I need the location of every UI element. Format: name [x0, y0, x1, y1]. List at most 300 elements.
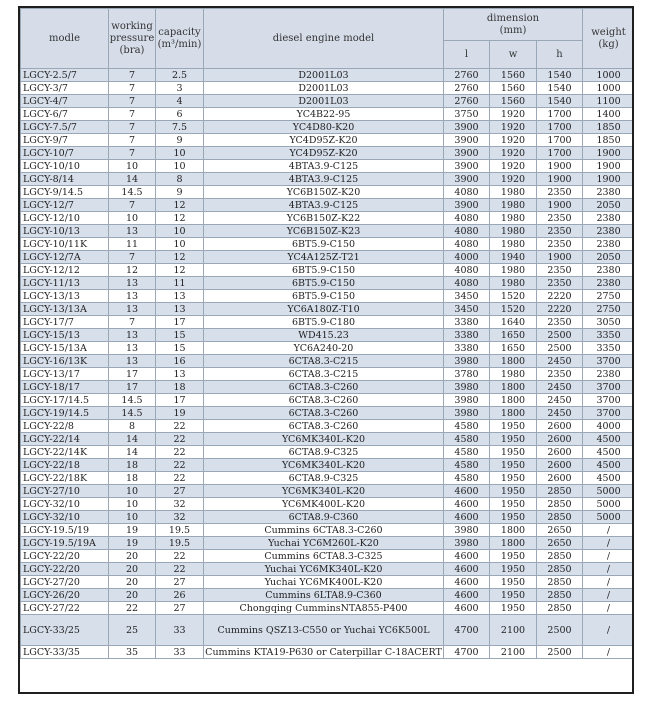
cell-weight: 3700 — [583, 394, 634, 407]
cell-engine-model: Cummins 6CTA8.3-C325 — [204, 550, 444, 563]
cell-capacity: 10 — [156, 147, 204, 160]
cell-model: LGCY-15/13 — [21, 329, 109, 342]
cell-engine-model: YC6MK340L-K20 — [204, 485, 444, 498]
cell-working-pressure: 14.5 — [109, 407, 156, 420]
cell-dim-w: 1980 — [490, 199, 537, 212]
cell-working-pressure: 10 — [109, 485, 156, 498]
cell-dim-l: 4600 — [444, 576, 490, 589]
cell-capacity: 12 — [156, 264, 204, 277]
cell-working-pressure: 18 — [109, 459, 156, 472]
cell-dim-h: 1900 — [537, 173, 583, 186]
cell-weight: 1900 — [583, 147, 634, 160]
cell-working-pressure: 7 — [109, 147, 156, 160]
cell-dim-l: 4580 — [444, 459, 490, 472]
cell-dim-h: 1900 — [537, 199, 583, 212]
cell-capacity: 16 — [156, 355, 204, 368]
cell-capacity: 11 — [156, 277, 204, 290]
cell-engine-model: Cummins 6LTA8.9-C360 — [204, 589, 444, 602]
cell-dim-w: 1950 — [490, 459, 537, 472]
cell-dim-w: 1800 — [490, 524, 537, 537]
cell-working-pressure: 7 — [109, 316, 156, 329]
cell-dim-w: 1920 — [490, 160, 537, 173]
cell-working-pressure: 13 — [109, 342, 156, 355]
cell-weight: 3700 — [583, 355, 634, 368]
cell-capacity: 17 — [156, 394, 204, 407]
cell-weight: 2380 — [583, 238, 634, 251]
cell-model: LGCY-32/10 — [21, 511, 109, 524]
cell-dim-w: 1950 — [490, 576, 537, 589]
cell-dim-w: 1950 — [490, 589, 537, 602]
cell-engine-model: 4BTA3.9-C125 — [204, 199, 444, 212]
cell-dim-h: 2450 — [537, 407, 583, 420]
cell-engine-model: 6CTA8.3-C215 — [204, 368, 444, 381]
cell-model: LGCY-27/20 — [21, 576, 109, 589]
cell-capacity: 12 — [156, 212, 204, 225]
cell-engine-model: YC6MK400L-K20 — [204, 498, 444, 511]
cell-weight: 2380 — [583, 368, 634, 381]
cell-dim-l: 3980 — [444, 394, 490, 407]
cell-dim-l: 4580 — [444, 433, 490, 446]
cell-weight: 3350 — [583, 342, 634, 355]
table-row — [21, 173, 635, 186]
cell-model: LGCY-19.5/19A — [21, 537, 109, 550]
cell-capacity: 22 — [156, 433, 204, 446]
table-row — [21, 550, 635, 563]
header-weight: weight (kg) — [583, 9, 634, 69]
cell-engine-model: YC4B22-95 — [204, 108, 444, 121]
cell-engine-model: Chongqing CumminsNTA855-P400 — [204, 602, 444, 615]
cell-weight: / — [583, 646, 634, 659]
cell-weight: 2050 — [583, 251, 634, 264]
cell-capacity: 22 — [156, 459, 204, 472]
cell-dim-h: 2500 — [537, 329, 583, 342]
cell-dim-l: 3900 — [444, 160, 490, 173]
cell-dim-w: 1950 — [490, 472, 537, 485]
cell-dim-l: 4080 — [444, 186, 490, 199]
cell-model: LGCY-10/10 — [21, 160, 109, 173]
cell-weight: / — [583, 537, 634, 550]
cell-dim-h: 2850 — [537, 498, 583, 511]
cell-dim-w: 1920 — [490, 147, 537, 160]
cell-capacity: 9 — [156, 186, 204, 199]
cell-dim-h: 2500 — [537, 342, 583, 355]
table-row — [21, 394, 635, 407]
cell-model: LGCY-22/18 — [21, 459, 109, 472]
cell-model: LGCY-22/14K — [21, 446, 109, 459]
cell-dim-l: 4080 — [444, 225, 490, 238]
cell-capacity: 3 — [156, 82, 204, 95]
cell-working-pressure: 10 — [109, 498, 156, 511]
cell-model: LGCY-10/13 — [21, 225, 109, 238]
cell-engine-model: Yuchai YC6MK400L-K20 — [204, 576, 444, 589]
cell-capacity: 27 — [156, 576, 204, 589]
cell-dim-h: 1700 — [537, 121, 583, 134]
cell-model: LGCY-17/14.5 — [21, 394, 109, 407]
cell-dim-h: 2850 — [537, 576, 583, 589]
cell-model: LGCY-4/7 — [21, 95, 109, 108]
cell-model: LGCY-33/25 — [21, 615, 109, 646]
table-row — [21, 186, 635, 199]
header-dim-w: w — [490, 41, 537, 69]
cell-dim-l: 4580 — [444, 446, 490, 459]
cell-working-pressure: 10 — [109, 511, 156, 524]
cell-model: LGCY-22/14 — [21, 433, 109, 446]
cell-weight: 1900 — [583, 160, 634, 173]
compressor-spec-table — [20, 8, 634, 659]
cell-engine-model: 6CTA8.3-C260 — [204, 381, 444, 394]
cell-dim-w: 1920 — [490, 134, 537, 147]
cell-engine-model: 6BT5.9-C150 — [204, 290, 444, 303]
cell-capacity: 22 — [156, 446, 204, 459]
cell-weight: 1000 — [583, 82, 634, 95]
cell-weight: 1400 — [583, 108, 634, 121]
cell-model: LGCY-26/20 — [21, 589, 109, 602]
cell-dim-h: 2450 — [537, 394, 583, 407]
cell-model: LGCY-10/7 — [21, 147, 109, 160]
table-row — [21, 433, 635, 446]
cell-weight: 2750 — [583, 290, 634, 303]
cell-capacity: 19.5 — [156, 524, 204, 537]
cell-dim-l: 2760 — [444, 69, 490, 82]
cell-working-pressure: 7 — [109, 251, 156, 264]
cell-dim-w: 1950 — [490, 433, 537, 446]
cell-engine-model: YC4D80-K20 — [204, 121, 444, 134]
cell-working-pressure: 18 — [109, 472, 156, 485]
cell-dim-w: 1920 — [490, 173, 537, 186]
table-row — [21, 82, 635, 95]
cell-working-pressure: 7 — [109, 82, 156, 95]
cell-engine-model: 6CTA8.9-C325 — [204, 472, 444, 485]
cell-working-pressure: 19 — [109, 524, 156, 537]
cell-dim-w: 1800 — [490, 381, 537, 394]
cell-capacity: 15 — [156, 342, 204, 355]
cell-model: LGCY-7.5/7 — [21, 121, 109, 134]
cell-capacity: 19 — [156, 407, 204, 420]
cell-model: LGCY-2.5/7 — [21, 69, 109, 82]
cell-model: LGCY-16/13K — [21, 355, 109, 368]
cell-dim-w: 1520 — [490, 303, 537, 316]
cell-capacity: 2.5 — [156, 69, 204, 82]
table-row — [21, 342, 635, 355]
cell-dim-h: 2600 — [537, 472, 583, 485]
cell-model: LGCY-22/18K — [21, 472, 109, 485]
cell-model: LGCY-11/13 — [21, 277, 109, 290]
cell-working-pressure: 7 — [109, 199, 156, 212]
cell-engine-model: 6CTA8.3-C215 — [204, 355, 444, 368]
table-row — [21, 147, 635, 160]
cell-dim-w: 1800 — [490, 537, 537, 550]
cell-dim-l: 3900 — [444, 199, 490, 212]
table-row — [21, 329, 635, 342]
table-row — [21, 212, 635, 225]
cell-dim-w: 1940 — [490, 251, 537, 264]
cell-weight: 4000 — [583, 420, 634, 433]
table-row — [21, 277, 635, 290]
cell-model: LGCY-12/12 — [21, 264, 109, 277]
cell-engine-model: WD415.23 — [204, 329, 444, 342]
cell-dim-w: 1980 — [490, 264, 537, 277]
cell-dim-w: 1560 — [490, 69, 537, 82]
table-body — [21, 69, 635, 659]
cell-weight: 2380 — [583, 212, 634, 225]
table-row — [21, 407, 635, 420]
cell-dim-h: 2650 — [537, 524, 583, 537]
header-dim-l: l — [444, 41, 490, 69]
table-row — [21, 160, 635, 173]
cell-weight: / — [583, 615, 634, 646]
cell-dim-l: 3380 — [444, 329, 490, 342]
cell-working-pressure: 13 — [109, 225, 156, 238]
cell-capacity: 13 — [156, 303, 204, 316]
cell-working-pressure: 14 — [109, 446, 156, 459]
table-row — [21, 589, 635, 602]
cell-model: LGCY-27/22 — [21, 602, 109, 615]
cell-dim-l: 4080 — [444, 264, 490, 277]
table-row — [21, 511, 635, 524]
cell-engine-model: YC6MK340L-K20 — [204, 433, 444, 446]
cell-dim-h: 2350 — [537, 186, 583, 199]
cell-working-pressure: 20 — [109, 550, 156, 563]
cell-capacity: 33 — [156, 646, 204, 659]
cell-weight: 3050 — [583, 316, 634, 329]
cell-dim-w: 1650 — [490, 329, 537, 342]
cell-capacity: 10 — [156, 238, 204, 251]
cell-capacity: 22 — [156, 420, 204, 433]
cell-dim-l: 4600 — [444, 485, 490, 498]
cell-capacity: 32 — [156, 511, 204, 524]
cell-capacity: 4 — [156, 95, 204, 108]
cell-dim-w: 1950 — [490, 498, 537, 511]
cell-model: LGCY-12/10 — [21, 212, 109, 225]
cell-model: LGCY-12/7 — [21, 199, 109, 212]
cell-engine-model: Cummins 6CTA8.3-C260 — [204, 524, 444, 537]
header-capacity: capacity (m³/min) — [156, 9, 204, 69]
cell-weight: 4500 — [583, 472, 634, 485]
cell-weight: 1850 — [583, 134, 634, 147]
cell-dim-h: 2850 — [537, 602, 583, 615]
table-row — [21, 485, 635, 498]
cell-engine-model: 6BT5.9-C180 — [204, 316, 444, 329]
cell-capacity: 27 — [156, 485, 204, 498]
cell-dim-l: 4700 — [444, 646, 490, 659]
cell-capacity: 32 — [156, 498, 204, 511]
cell-dim-w: 1560 — [490, 95, 537, 108]
cell-working-pressure: 11 — [109, 238, 156, 251]
cell-dim-w: 1950 — [490, 446, 537, 459]
table-row — [21, 563, 635, 576]
header-dim-h: h — [537, 41, 583, 69]
cell-dim-l: 3900 — [444, 134, 490, 147]
cell-model: LGCY-17/7 — [21, 316, 109, 329]
cell-weight: 2750 — [583, 303, 634, 316]
cell-dim-l: 3750 — [444, 108, 490, 121]
cell-working-pressure: 13 — [109, 355, 156, 368]
cell-dim-l: 3450 — [444, 303, 490, 316]
cell-engine-model: D2001L03 — [204, 95, 444, 108]
cell-weight: 2050 — [583, 199, 634, 212]
cell-capacity: 10 — [156, 160, 204, 173]
table-row — [21, 199, 635, 212]
cell-capacity: 9 — [156, 134, 204, 147]
cell-working-pressure: 14.5 — [109, 186, 156, 199]
cell-working-pressure: 20 — [109, 589, 156, 602]
cell-engine-model: YC6MK340L-K20 — [204, 459, 444, 472]
table-row — [21, 537, 635, 550]
cell-working-pressure: 13 — [109, 329, 156, 342]
cell-dim-w: 1980 — [490, 212, 537, 225]
cell-dim-h: 2450 — [537, 355, 583, 368]
cell-working-pressure: 35 — [109, 646, 156, 659]
cell-engine-model: D2001L03 — [204, 82, 444, 95]
cell-dim-l: 4600 — [444, 589, 490, 602]
cell-capacity: 8 — [156, 173, 204, 186]
cell-weight: 4500 — [583, 459, 634, 472]
cell-working-pressure: 12 — [109, 264, 156, 277]
cell-dim-h: 1540 — [537, 69, 583, 82]
cell-dim-l: 4600 — [444, 550, 490, 563]
cell-working-pressure: 14.5 — [109, 394, 156, 407]
cell-dim-h: 2600 — [537, 433, 583, 446]
cell-dim-w: 2100 — [490, 646, 537, 659]
cell-working-pressure: 10 — [109, 160, 156, 173]
cell-dim-l: 4600 — [444, 511, 490, 524]
cell-model: LGCY-22/20 — [21, 550, 109, 563]
cell-capacity: 33 — [156, 615, 204, 646]
cell-working-pressure: 22 — [109, 602, 156, 615]
cell-model: LGCY-27/10 — [21, 485, 109, 498]
cell-weight: 3700 — [583, 407, 634, 420]
cell-capacity: 10 — [156, 225, 204, 238]
cell-model: LGCY-22/20 — [21, 563, 109, 576]
cell-weight: 2380 — [583, 277, 634, 290]
cell-model: LGCY-9/14.5 — [21, 186, 109, 199]
cell-engine-model: YC6A240-20 — [204, 342, 444, 355]
header-model: modle — [21, 9, 109, 69]
cell-working-pressure: 13 — [109, 290, 156, 303]
cell-model: LGCY-19.5/19 — [21, 524, 109, 537]
cell-capacity: 22 — [156, 550, 204, 563]
cell-dim-w: 1950 — [490, 420, 537, 433]
cell-dim-l: 3980 — [444, 537, 490, 550]
cell-dim-h: 2850 — [537, 563, 583, 576]
cell-working-pressure: 7 — [109, 121, 156, 134]
table-row — [21, 472, 635, 485]
cell-model: LGCY-15/13A — [21, 342, 109, 355]
cell-dim-h: 1900 — [537, 251, 583, 264]
cell-capacity: 13 — [156, 368, 204, 381]
cell-engine-model: Yuchai YC6M260L-K20 — [204, 537, 444, 550]
cell-dim-l: 4600 — [444, 563, 490, 576]
cell-capacity: 13 — [156, 290, 204, 303]
cell-engine-model: YC4D95Z-K20 — [204, 134, 444, 147]
table-row — [21, 251, 635, 264]
cell-weight: 5000 — [583, 485, 634, 498]
table-row — [21, 108, 635, 121]
cell-engine-model: 6BT5.9-C150 — [204, 238, 444, 251]
cell-weight: / — [583, 602, 634, 615]
cell-capacity: 17 — [156, 316, 204, 329]
cell-engine-model: D2001L03 — [204, 69, 444, 82]
cell-dim-l: 4580 — [444, 420, 490, 433]
cell-dim-w: 1980 — [490, 368, 537, 381]
cell-weight: 1850 — [583, 121, 634, 134]
cell-weight: 2380 — [583, 186, 634, 199]
cell-dim-l: 4000 — [444, 251, 490, 264]
cell-dim-l: 3900 — [444, 173, 490, 186]
cell-dim-l: 2760 — [444, 82, 490, 95]
header-working-pressure: working pressure (bra) — [109, 9, 156, 69]
cell-capacity: 22 — [156, 563, 204, 576]
cell-capacity: 12 — [156, 251, 204, 264]
cell-dim-h: 2600 — [537, 446, 583, 459]
cell-dim-h: 2850 — [537, 511, 583, 524]
cell-engine-model: Yuchai YC6MK340L-K20 — [204, 563, 444, 576]
table-row — [21, 264, 635, 277]
table-row — [21, 524, 635, 537]
cell-working-pressure: 14 — [109, 433, 156, 446]
cell-capacity: 27 — [156, 602, 204, 615]
cell-model: LGCY-18/17 — [21, 381, 109, 394]
cell-dim-w: 1950 — [490, 563, 537, 576]
header-dimension: dimension (mm) — [444, 9, 583, 41]
cell-model: LGCY-13/13A — [21, 303, 109, 316]
cell-dim-w: 1920 — [490, 121, 537, 134]
cell-engine-model: YC4D95Z-K20 — [204, 147, 444, 160]
cell-engine-model: 6BT5.9-C150 — [204, 277, 444, 290]
cell-engine-model: YC6B150Z-K22 — [204, 212, 444, 225]
cell-dim-h: 2650 — [537, 537, 583, 550]
cell-working-pressure: 8 — [109, 420, 156, 433]
cell-working-pressure: 7 — [109, 69, 156, 82]
cell-capacity: 18 — [156, 381, 204, 394]
cell-engine-model: Cummins QSZ13-C550 or Yuchai YC6K500L — [204, 615, 444, 646]
cell-weight: / — [583, 576, 634, 589]
cell-dim-w: 1920 — [490, 108, 537, 121]
cell-dim-h: 1540 — [537, 95, 583, 108]
cell-weight: 5000 — [583, 498, 634, 511]
table-row — [21, 368, 635, 381]
table-row — [21, 446, 635, 459]
table-row — [21, 225, 635, 238]
table-header — [21, 9, 635, 69]
cell-dim-l: 3900 — [444, 147, 490, 160]
cell-dim-h: 1700 — [537, 108, 583, 121]
table-row — [21, 121, 635, 134]
cell-dim-w: 1980 — [490, 277, 537, 290]
table-row — [21, 95, 635, 108]
cell-dim-l: 3980 — [444, 524, 490, 537]
cell-dim-h: 2500 — [537, 615, 583, 646]
table-row — [21, 303, 635, 316]
cell-working-pressure: 7 — [109, 108, 156, 121]
cell-dim-w: 1980 — [490, 238, 537, 251]
cell-dim-w: 1800 — [490, 407, 537, 420]
cell-weight: 3700 — [583, 381, 634, 394]
cell-model: LGCY-12/7A — [21, 251, 109, 264]
cell-weight: 1100 — [583, 95, 634, 108]
cell-dim-h: 2350 — [537, 277, 583, 290]
cell-engine-model: Cummins KTA19-P630 or Caterpillar C-18ACERT — [205, 646, 442, 658]
cell-dim-l: 3380 — [444, 316, 490, 329]
cell-engine-model: YC6B150Z-K20 — [204, 186, 444, 199]
cell-engine-model: YC6A180Z-T10 — [204, 303, 444, 316]
cell-dim-l: 3980 — [444, 381, 490, 394]
cell-engine-model: YC6B150Z-K23 — [204, 225, 444, 238]
cell-dim-l: 3380 — [444, 342, 490, 355]
cell-model: LGCY-13/17 — [21, 368, 109, 381]
cell-working-pressure: 17 — [109, 368, 156, 381]
table-row — [21, 69, 635, 82]
